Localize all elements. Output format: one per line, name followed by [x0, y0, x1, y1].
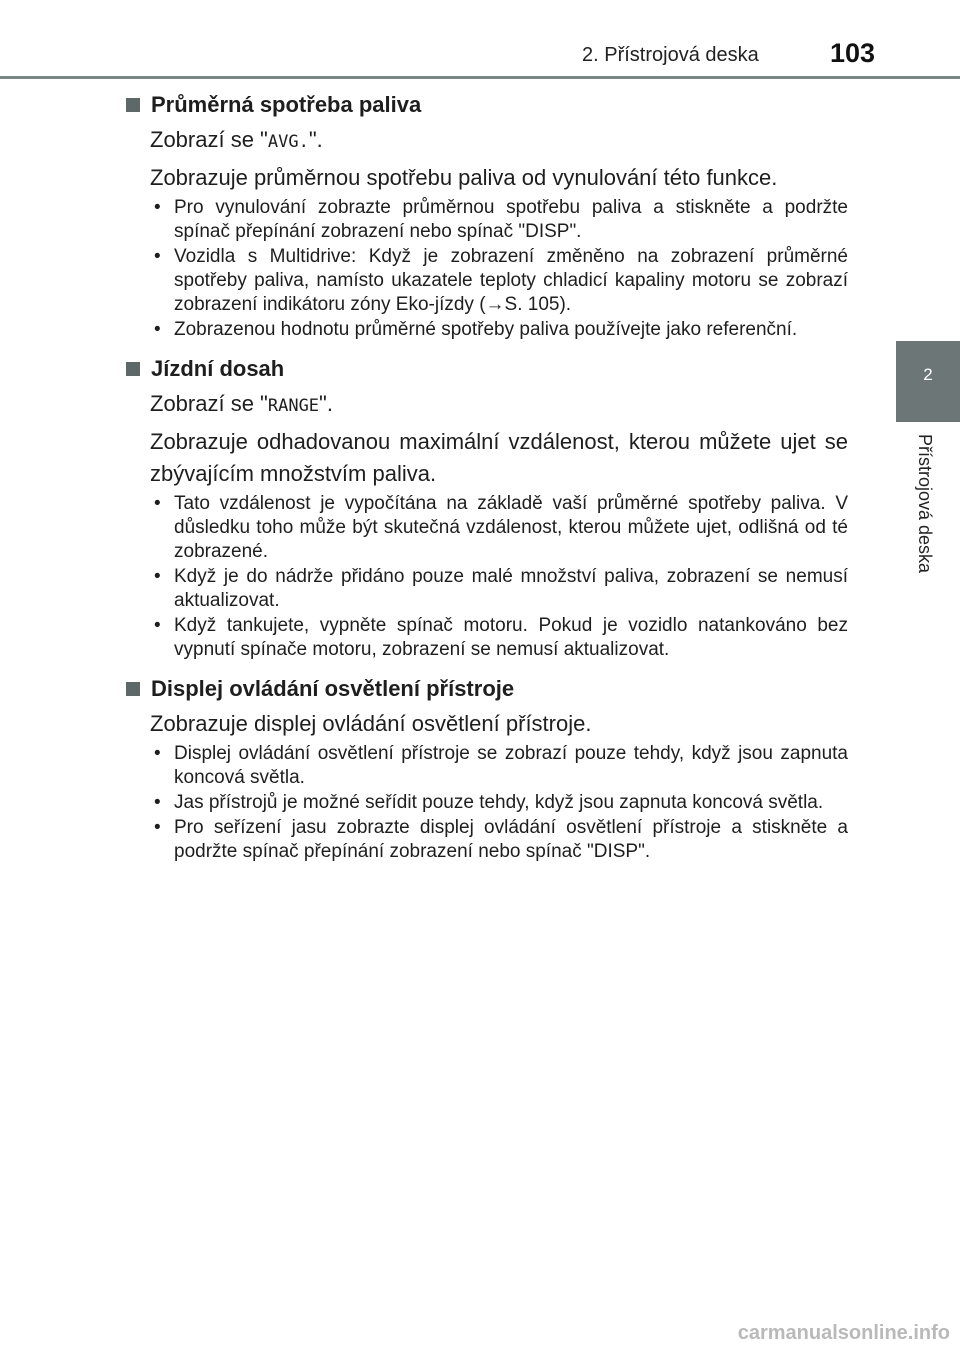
- chapter-tab-number: 2: [923, 365, 933, 384]
- section-description: Zobrazuje displej ovládání osvětlení přístroje.: [150, 711, 592, 736]
- shows-suffix: ".: [308, 127, 323, 152]
- bullet-list: [126, 742, 848, 864]
- square-bullet-icon: [126, 98, 140, 112]
- shows-prefix: Zobrazí se ": [150, 127, 268, 152]
- watermark: carmanualsonline.info: [737, 1322, 950, 1344]
- bullet-item: • Vozidla s Multidrive: Když je zobrazení změněno na zobrazení průměrné spotřeby paliva, namísto ukazatele teploty chladicí kapaliny motoru se zobrazí zobrazení indikátoru zóny Eko-jízdy (→S. 105).: [174, 245, 848, 317]
- bullet-item: • Zobrazenou hodnotu průměrné spotřeby paliva používejte jako referenční.: [174, 318, 848, 342]
- section-average-fuel: [126, 90, 848, 342]
- bullet-item: • Displej ovládání osvětlení přístroje se zobrazí pouze tehdy, když jsou zapnuta koncová světla.: [174, 742, 848, 790]
- square-bullet-icon: [126, 362, 140, 376]
- section-title: Jízdní dosah: [151, 356, 285, 381]
- shows-suffix: ".: [319, 391, 333, 416]
- page-number: 103: [830, 38, 876, 68]
- section-description: Zobrazuje odhadovanou maximální vzdálenost, kterou můžete ujet se zbývajícím množstvím paliva.: [150, 429, 848, 486]
- shows-line: [126, 388, 848, 422]
- chapter-title: 2. Přístrojová deska: [582, 44, 759, 66]
- bullet-item: • Tato vzdálenost je vypočítána na základě vaší průměrné spotřeby paliva. V důsledku toho může být skutečná vzdálenost, kterou můžete ujet, odlišná od té zobrazené.: [174, 492, 848, 564]
- page-content: [126, 90, 848, 876]
- header-rule: [0, 76, 960, 79]
- section-heading: [126, 674, 848, 704]
- page-header: [0, 0, 960, 80]
- section-title: Displej ovládání osvětlení přístroje: [151, 676, 515, 701]
- chapter-side-label-text: Přístrojová deska: [915, 434, 935, 574]
- bullet-item: • Pro vynulování zobrazte průměrnou spotřebu paliva a stiskněte a podržte spínač přepínání zobrazení nebo spínač "DISP".: [174, 196, 848, 244]
- bullet-item: • Pro seřízení jasu zobrazte displej ovládání osvětlení přístroje a stiskněte a podržte spínač přepínání zobrazení nebo spínač "DISP".: [174, 816, 848, 864]
- bullet-list: [126, 492, 848, 662]
- avg-display-symbol: AVG.: [267, 132, 309, 152]
- bullet-item: • Jas přístrojů je možné seřídit pouze tehdy, když jsou zapnuta koncová světla.: [174, 791, 848, 815]
- shows-prefix: Zobrazí se ": [150, 391, 268, 416]
- square-bullet-icon: [126, 682, 140, 696]
- section-heading: [126, 354, 848, 384]
- bullet-item: • Když je do nádrže přidáno pouze malé množství paliva, zobrazení se nemusí aktualizovat.: [174, 565, 848, 613]
- section-illumination-control: [126, 674, 848, 864]
- section-driving-range: [126, 354, 848, 662]
- shows-line: [126, 124, 848, 158]
- bullet-item: • Když tankujete, vypněte spínač motoru. Pokud je vozidlo natankováno bez vypnutí spínače motoru, zobrazení se nemusí aktualizovat.: [174, 614, 848, 662]
- section-heading: [126, 90, 848, 120]
- section-description: Zobrazuje průměrnou spotřebu paliva od vynulování této funkce.: [150, 165, 778, 190]
- section-title: Průměrná spotřeba paliva: [151, 92, 422, 117]
- chapter-side-label: [896, 422, 960, 722]
- range-display-symbol: RANGE: [267, 396, 320, 416]
- chapter-tab[interactable]: [896, 341, 960, 422]
- bullet-list: [126, 196, 848, 342]
